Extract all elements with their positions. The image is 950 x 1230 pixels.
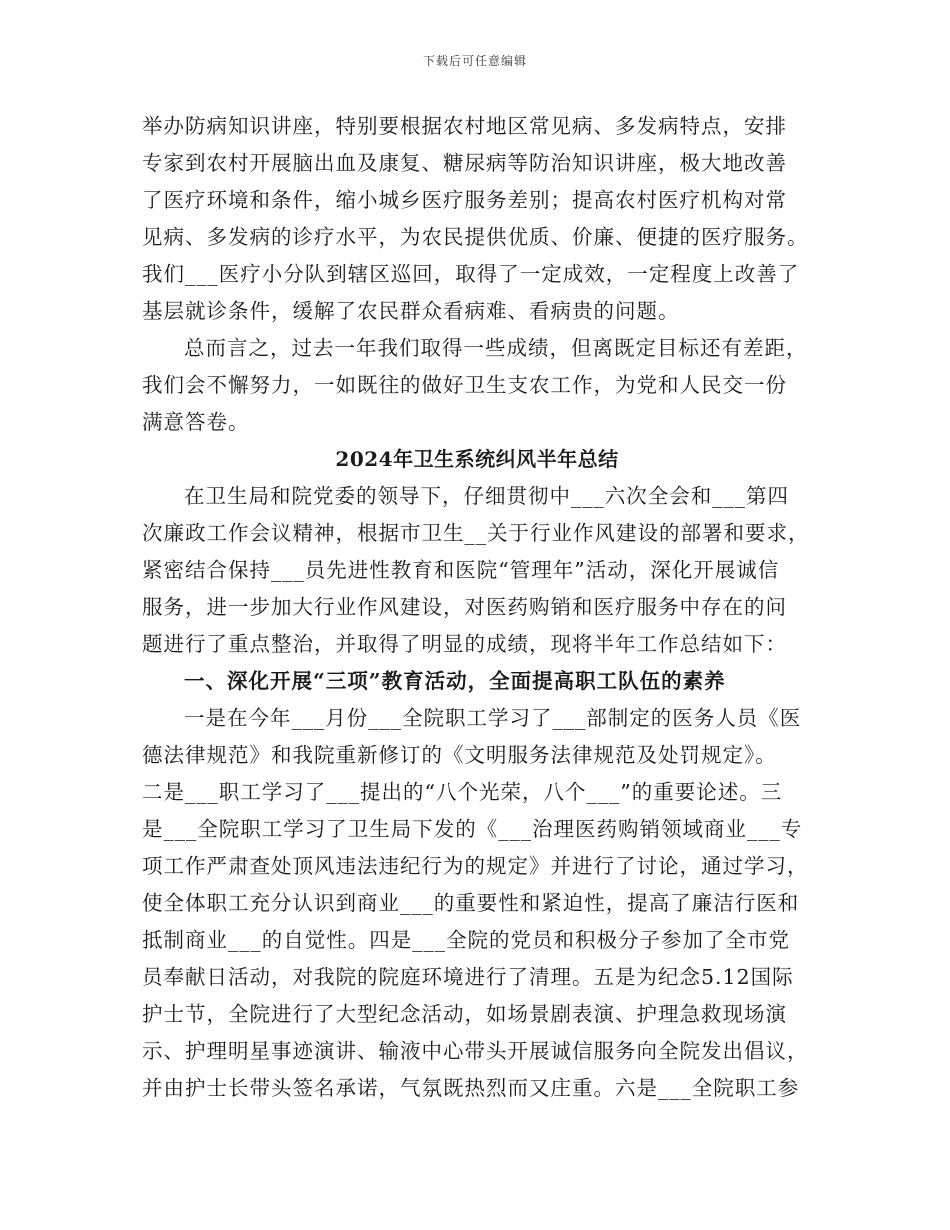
paragraph-line: 基层就诊条件，缓解了农民群众看病难、看病贵的问题。 xyxy=(142,299,680,323)
paragraph-line: 并由护士长带头签名承诺，气氛既热烈而又庄重。六是___全院职工参 xyxy=(142,1076,800,1100)
paragraph-line: 满意答卷。 xyxy=(142,410,250,434)
paragraph-line: 紧密结合保持___员先进性教育和医院“管理年”活动，深化开展诚信 xyxy=(142,558,780,582)
paragraph-line: 次廉政工作会议精神，根据市卫生__关于行业作风建设的部署和要求， xyxy=(142,521,810,545)
document-body xyxy=(142,108,812,1107)
paragraph-line: 示、护理明星事迹演讲、输液中心带头开展诚信服务向全院发出倡议， xyxy=(142,1039,809,1063)
paragraph-line: 总而言之，过去一年我们取得一些成绩，但离既定目标还有差距， xyxy=(184,336,808,360)
paragraph-line: 护士节，全院进行了大型纪念活动，如场景剧表演、护理急救现场演 xyxy=(142,1002,787,1026)
paragraph-line: 举办防病知识讲座，特别要根据农村地区常见病、多发病特点，安排 xyxy=(142,114,787,138)
paragraph-line: 项工作严肃查处顶风违法违纪行为的规定》并进行了讨论，通过学习， xyxy=(142,854,809,878)
paragraph-line: 德法律规范》和我院重新修订的《文明服务法律规范及处罚规定》。 xyxy=(142,743,777,767)
paragraph-line: 了医疗环境和条件，缩小城乡医疗服务差别；提高农村医疗机构对常 xyxy=(142,188,787,212)
section-heading: 一、深化开展“三项”教育活动，全面提高职工队伍的素养 xyxy=(184,669,726,693)
paragraph-line: 服务，进一步加大行业作风建设，对医药购销和医疗服务中存在的问 xyxy=(142,595,787,619)
paragraph-line: 题进行了重点整治，并取得了明显的成绩，现将半年工作总结如下： xyxy=(142,632,787,656)
paragraph-line: 在卫生局和院党委的领导下，仔细贯彻中___六次全会和___第四 xyxy=(184,484,789,508)
paragraph-line: 专家到农村开展脑出血及康复、糖尿病等防治知识讲座，极大地改善 xyxy=(142,151,787,175)
page-header: 下载后可任意编辑 xyxy=(422,54,527,68)
paragraph-line: 是___全院职工学习了卫生局下发的《___治理医药购销领域商业___专 xyxy=(142,817,803,841)
paragraph-line: 使全体职工充分认识到商业___的重要性和紧迫性，提高了廉洁行医和 xyxy=(142,891,800,915)
paragraph-line: 抵制商业___的自觉性。四是___全院的党员和积极分子参加了全市党 xyxy=(142,928,790,952)
paragraph-line: 一是在今年___月份___全院职工学习了___部制定的医务人员《医 xyxy=(184,706,802,730)
paragraph-line: 见病、多发病的诊疗水平，为农民提供优质、价廉、便捷的医疗服务。 xyxy=(142,225,809,249)
paragraph-line: 我们___医疗小分队到辖区巡回，取得了一定成效，一定程度上改善了 xyxy=(142,262,800,286)
paragraph-line: 我们会不懈努力，一如既往的做好卫生支农工作，为党和人民交一份 xyxy=(142,373,787,397)
paragraph-line: 二是___职工学习了___提出的“八个光荣，八个___”的重要论述。三 xyxy=(142,780,783,804)
paragraph-line: 员奉献日活动，对我院的院庭环境进行了清理。五是为纪念5.12国际 xyxy=(142,965,794,989)
section-title: 2024年卫生系统纠风半年总结 xyxy=(335,447,619,471)
